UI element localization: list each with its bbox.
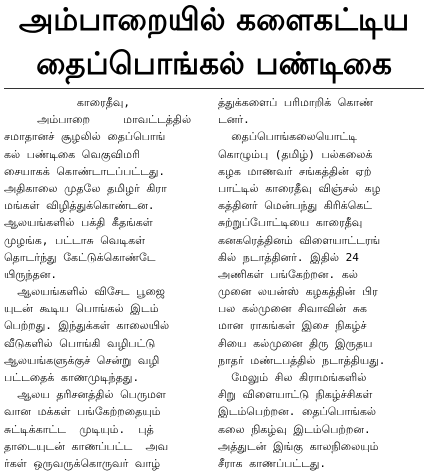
text-line: ஆலயங்களில் பக்தி கீதங்கள் xyxy=(4,216,153,230)
text-line: பாட்டில் காரைதீவு விஞ்சல் கழ xyxy=(218,181,381,195)
article-column-left xyxy=(4,94,212,472)
text-line: கத்தினர் மென்பந்து கிரிக்கெட் xyxy=(218,199,373,213)
text-line: சிறு விளையாட்டு நிகழ்ச்சிகள் xyxy=(218,388,373,402)
text-line: பல கல்முனை சிவாவின் சுக xyxy=(218,302,367,316)
text-line: மேலும் சில கிராமங்களில் xyxy=(218,371,367,384)
text-line: யிருந்தன. xyxy=(4,267,57,281)
text-line: கனகரெத்தினம் விளையாட்டரங் xyxy=(218,233,381,247)
text-line: அத்துடன் இங்கு காலநிலையும் xyxy=(218,439,379,453)
text-line: பட்டதைக் காணமுடிந்தது. xyxy=(4,371,140,384)
headline-divider xyxy=(4,88,424,89)
text-line: சியை கல்முனை திரு இருதய xyxy=(218,336,373,350)
text-line: மான ராகங்கள் இசை நிகழ்ச் xyxy=(218,319,367,333)
text-line: கொழும்பு (தமிழ்) பல்கலைக் xyxy=(218,147,373,161)
text-line: ஆலயங்களுக்குச் சென்று வழி xyxy=(4,353,160,367)
text-line: ர்கள் ஒருவருக்கொருவர் வாழ் xyxy=(4,456,161,470)
text-line: சுட்டிக்காட்ட முடியும். புத் xyxy=(4,422,154,436)
text-line: முனை லயன்ஸ் கழகத்தின் பிர xyxy=(218,285,378,299)
text-line: சுற்றுப்போட்டியை காரைதீவு xyxy=(218,216,363,230)
text-line: அதிகாலை முதலே தமிழர் கிரா xyxy=(4,181,167,195)
text-line: இடம்பெற்றன. தைப்பொங்கல் xyxy=(218,405,376,419)
text-line: சீராக காணப்பட்டது. xyxy=(218,456,327,470)
headline-line-2: தைப்பொங்கல் பண்டிகை xyxy=(36,46,392,82)
text-line: த்துக்களைப் பரிமாறிக் கொண் xyxy=(218,96,374,109)
text-line: சையாகக் கொண்டாடப்பட்டது. xyxy=(4,164,166,178)
headline-line-1: அம்பாறையில் களைகட்டிய xyxy=(18,2,410,38)
text-line: கில் நடாத்தினர். இதில் 24 xyxy=(218,250,359,264)
text-line: ஆலய தரிசனத்தில் பெருமள xyxy=(4,388,166,402)
article-column-right xyxy=(218,94,426,472)
text-line: பெற்றது. இந்துக்கள் காலையில் xyxy=(4,319,170,333)
text-line: தாடையுடன் காணப்பட்ட அவ xyxy=(4,439,169,453)
text-line: நாதர் மண்டபத்தில் நடாத்தியது. xyxy=(218,353,386,367)
text-line: வான மக்கள் பங்கேற்றதையும் xyxy=(4,405,161,419)
text-line: ஆலயங்களில் விசேட பூஜை xyxy=(4,285,165,299)
text-line: டனர். xyxy=(218,113,250,127)
text-line: மங்கள் விழித்துக்கொண்டன. xyxy=(4,199,155,213)
text-line: தொடர்ந்து கேட்டுக்கொண்டே xyxy=(4,250,156,264)
text-line: அம்பாறை மாவட்டத்தில் xyxy=(4,113,192,127)
text-line: தைப்பொங்கலையொட்டி xyxy=(218,130,357,144)
text-line: அணிகள் பங்கேற்றன. கல் xyxy=(218,267,358,281)
text-line: முழங்க, பட்டாசு வெடிகள் xyxy=(4,233,146,247)
text-line: யுடன் கூடிய பொங்கல் இடம் xyxy=(4,302,159,316)
text-line: கல் பண்டிகை வெகுவிமரி xyxy=(4,147,140,161)
text-line: வீடுகளில் பொங்கி வழிபட்டு xyxy=(4,336,156,350)
text-line: சமாதானச் சூழலில் தைப்பொங் xyxy=(4,130,166,144)
text-line: காரைதீவு, xyxy=(4,96,131,109)
text-line: கலை நிகழ்வு இடம்பெற்றன. xyxy=(218,422,371,436)
text-line: கழக மாணவர் சங்கத்தின் ஏற் xyxy=(218,164,372,178)
